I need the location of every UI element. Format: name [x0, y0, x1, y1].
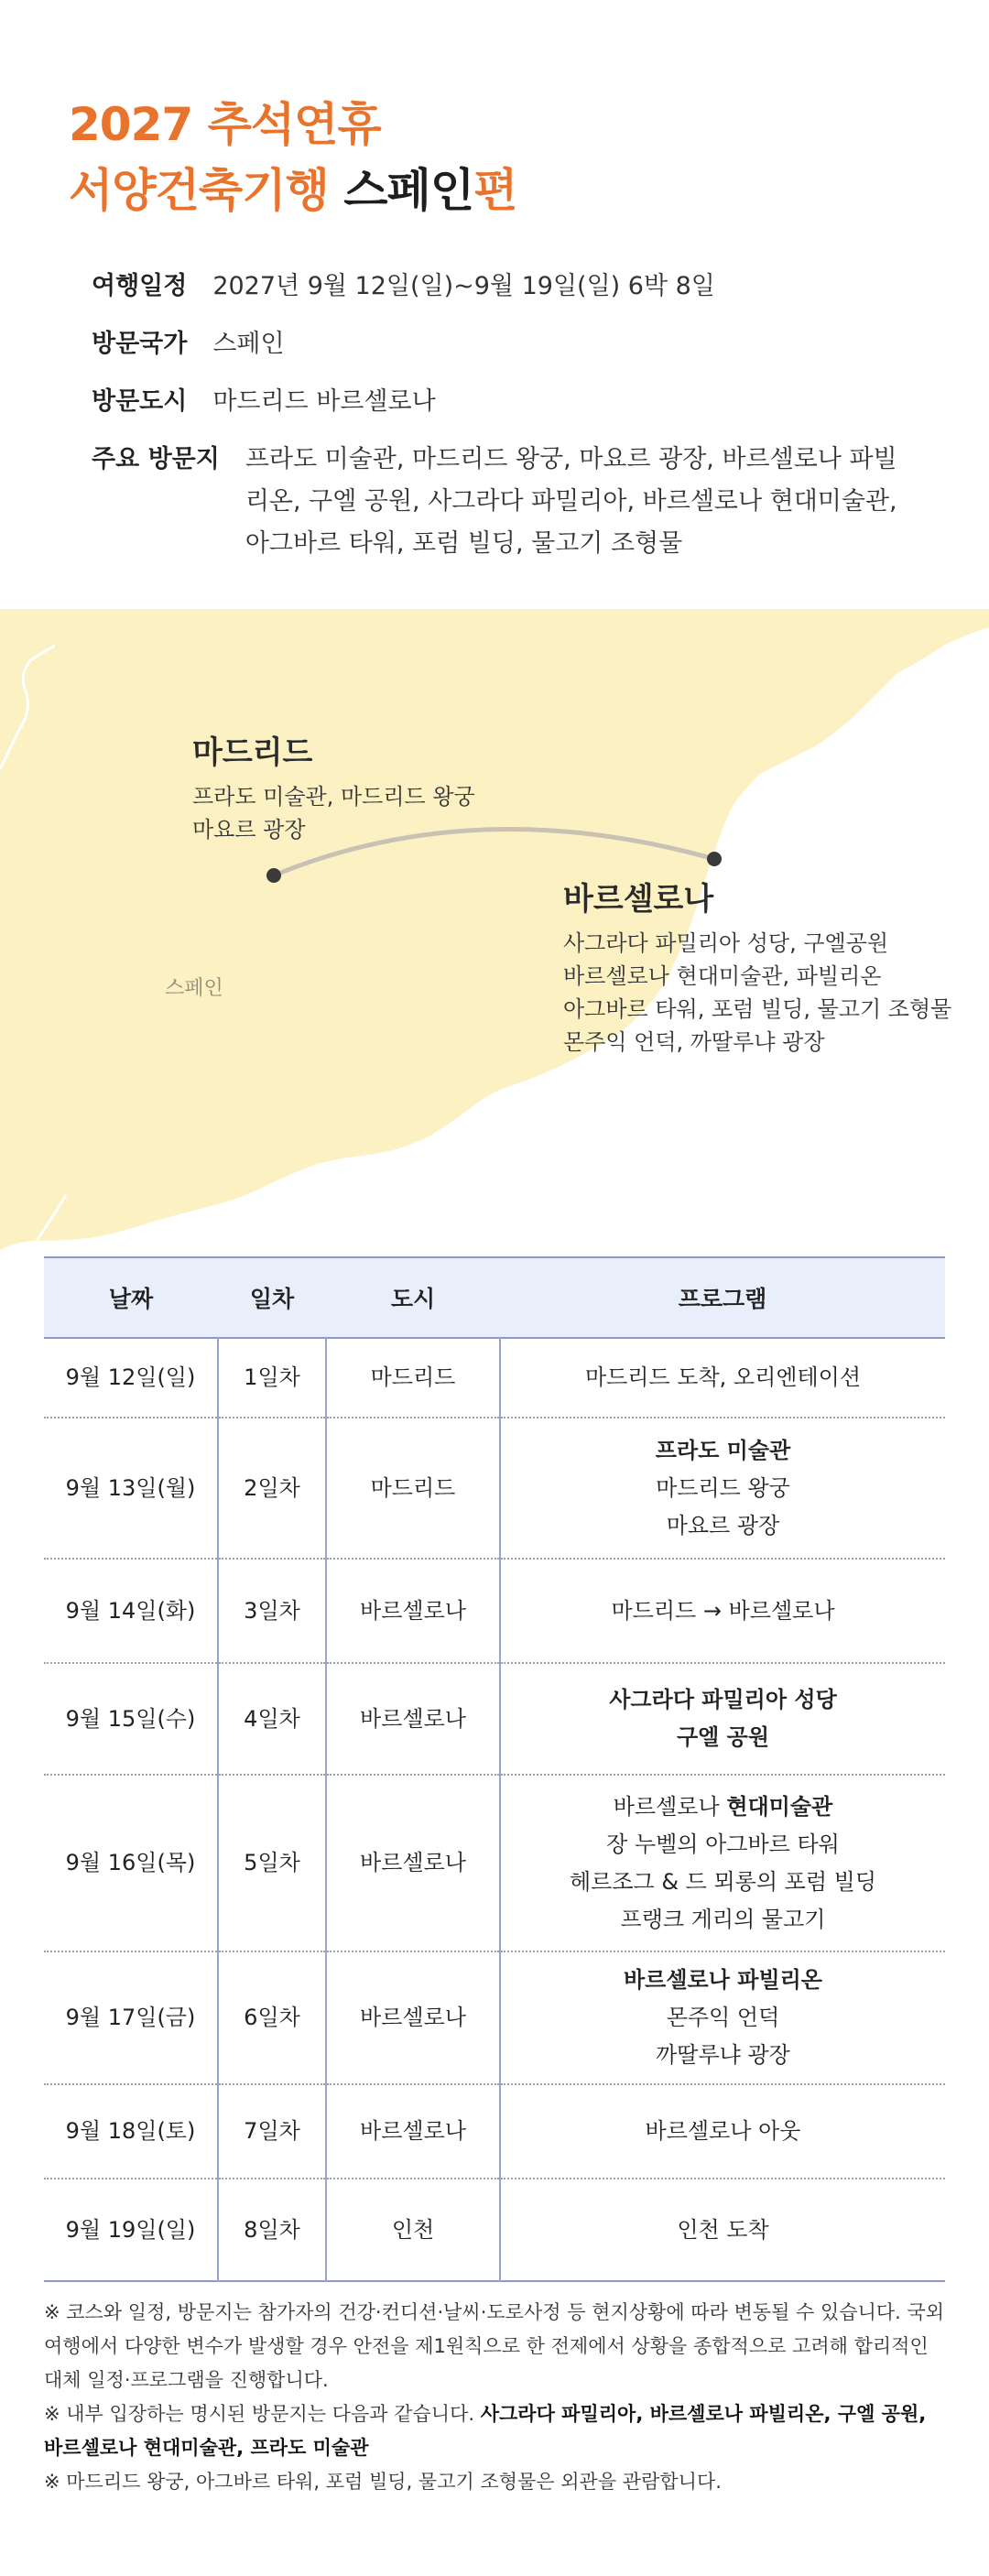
table-header-row [44, 1257, 945, 1338]
cell-city: 마드리드 [326, 1338, 500, 1418]
header-date: 날짜 [108, 1286, 154, 1312]
info-row-schedule [92, 266, 916, 308]
info-value: 스페인 [212, 330, 285, 358]
schedule-body [44, 1338, 945, 2281]
cell-day: 5일차 [218, 1775, 326, 1951]
city-sight: 아그바르 타워, 포럼 빌딩, 물고기 조형물 [563, 996, 952, 1022]
table-row [44, 2084, 945, 2179]
cell-city: 인천 [326, 2179, 500, 2281]
table-row [44, 1775, 945, 1951]
cell-date: 9월 17일(금) [44, 1951, 218, 2084]
table-row [44, 1418, 945, 1559]
cell-city: 바르셀로나 [326, 1775, 500, 1951]
title-line-2-accent: 서양건축기행 [69, 164, 344, 217]
cell-date: 9월 15일(수) [44, 1663, 218, 1775]
info-value: 마드리드 바르셀로나 [212, 387, 436, 416]
program-line: 프라도 미술관 [655, 1437, 791, 1463]
program-line: 마드리드 도착, 오리엔테이션 [584, 1364, 862, 1390]
program-line: 바르셀로나 아웃 [645, 2118, 801, 2144]
program-line: 마드리드 왕궁 [656, 1474, 790, 1501]
info-label: 주요 방문지 [92, 445, 220, 473]
city-sight: 사그라다 파밀리아 성당, 구엘공원 [563, 930, 889, 956]
program-line: 장 누벨의 아그바르 타워 [606, 1831, 840, 1857]
info-value: 2027년 9월 12일(일)~9월 19일(일) 6박 8일 [212, 272, 715, 300]
cell-date: 9월 13일(월) [44, 1418, 218, 1559]
table-row [44, 1338, 945, 1418]
table-row [44, 2179, 945, 2281]
table-row [44, 1559, 945, 1663]
cell-day: 6일차 [218, 1951, 326, 2084]
table-row [44, 1663, 945, 1775]
header-program: 프로그램 [678, 1286, 767, 1312]
page-title [69, 92, 516, 223]
cell-program [500, 2084, 945, 2179]
program-line [502, 1788, 944, 1826]
program-segment: 바르셀로나 [613, 1793, 727, 1820]
barcelona-dot [707, 852, 722, 866]
info-label: 여행일정 [92, 272, 188, 300]
notes [44, 2296, 945, 2499]
trip-info [92, 266, 916, 581]
cell-day: 2일차 [218, 1418, 326, 1559]
header-city: 도시 [390, 1286, 436, 1312]
city-name: 바르셀로나 [563, 881, 714, 918]
program-line: 인천 도착 [677, 2216, 769, 2243]
program-line: 사그라다 파밀리아 성당 [609, 1687, 837, 1712]
note-line [44, 2397, 945, 2465]
cell-city: 바르셀로나 [326, 1559, 500, 1663]
info-label: 방문국가 [92, 330, 188, 358]
city-barcelona [563, 879, 951, 1059]
title-line-2-dark: 스페인 [343, 164, 474, 217]
cell-program [500, 2179, 945, 2281]
city-name: 마드리드 [192, 734, 313, 771]
cell-city: 마드리드 [326, 1418, 500, 1559]
info-value: 프라도 미술관, 마드리드 왕궁, 마요르 광장, 바르셀로나 파빌리온, 구엘 공원, 사그라다 파밀리아, 바르셀로나 현대미술관, 아그바르 타워, 포럼 빌딩, 물고기 조형물 [245, 445, 897, 558]
title-line-2-suffix: 편 [473, 164, 517, 217]
table-row [44, 1951, 945, 2084]
cell-day: 3일차 [218, 1559, 326, 1663]
cell-program [500, 1663, 945, 1775]
info-row-cities [92, 381, 916, 423]
program-line: 마드리드 → 바르셀로나 [611, 1597, 835, 1624]
program-line: 헤르조그 & 드 뫼롱의 포럼 빌딩 [569, 1868, 877, 1895]
info-label: 방문도시 [92, 387, 188, 416]
note-segment: ※ 내부 입장하는 명시된 방문지는 다음과 같습니다. [44, 2403, 481, 2425]
city-sight: 프라도 미술관, 마드리드 왕궁 [192, 784, 475, 810]
city-sight: 마요르 광장 [192, 817, 306, 842]
cell-day: 4일차 [218, 1663, 326, 1775]
program-segment: 현대미술관 [726, 1793, 833, 1820]
cell-day: 1일차 [218, 1338, 326, 1418]
city-sight: 몬주익 언덕, 까딸루냐 광장 [563, 1029, 825, 1055]
madrid-dot [266, 868, 281, 883]
country-label: 스페인 [165, 977, 223, 1000]
cell-program [500, 1951, 945, 2084]
cell-city: 바르셀로나 [326, 1951, 500, 2084]
note-segment: ※ 코스와 일정, 방문지는 참가자의 건강·컨디션·날씨·도로사정 등 현지상황에 따라 변동될 수 있습니다. 국외여행에서 다양한 변수가 발생할 경우 안전을 제1원칙으로 한 전제에서 상황을 종합적으로 고려해 합리적인 대체 일정·프로그램을 진행합니다. [44, 2301, 945, 2391]
cell-date: 9월 16일(목) [44, 1775, 218, 1951]
program-line: 구엘 공원 [676, 1724, 770, 1750]
program-line: 바르셀로나 파빌리온 [623, 1967, 822, 1993]
header-day: 일차 [249, 1286, 295, 1312]
note-segment: 사그라다 파밀리아, 바르셀로나 파빌리온, 구엘 공원, 바르셀로나 현대미술관, 프라도 미술관 [44, 2403, 927, 2459]
cell-program [500, 1418, 945, 1559]
note-segment: ※ 마드리드 왕궁, 아그바르 타워, 포럼 빌딩, 물고기 조형물은 외관을 관람합니다. [44, 2471, 722, 2493]
cell-date: 9월 12일(일) [44, 1338, 218, 1418]
cell-program [500, 1559, 945, 1663]
schedule-table [44, 1256, 945, 2282]
program-line: 까딸루냐 광장 [656, 2042, 790, 2068]
cell-date: 9월 19일(일) [44, 2179, 218, 2281]
cell-program [500, 1775, 945, 1951]
city-sight: 바르셀로나 현대미술관, 파빌리온 [563, 963, 882, 989]
title-line-1: 2027 추석연휴 [69, 98, 381, 151]
note-line [44, 2296, 945, 2397]
note-line [44, 2465, 945, 2499]
route-map [0, 609, 989, 1250]
cell-program [500, 1338, 945, 1418]
cell-city: 바르셀로나 [326, 1663, 500, 1775]
cell-day: 7일차 [218, 2084, 326, 2179]
cell-day: 8일차 [218, 2179, 326, 2281]
cell-date: 9월 18일(토) [44, 2084, 218, 2179]
info-row-country [92, 323, 916, 365]
program-line: 몬주익 언덕 [666, 2005, 780, 2030]
program-line: 마요르 광장 [666, 1512, 780, 1538]
cell-date: 9월 14일(화) [44, 1559, 218, 1663]
info-row-sights [92, 439, 916, 565]
city-madrid [192, 733, 475, 846]
program-line: 프랭크 게리의 물고기 [620, 1906, 826, 1932]
cell-city: 바르셀로나 [326, 2084, 500, 2179]
